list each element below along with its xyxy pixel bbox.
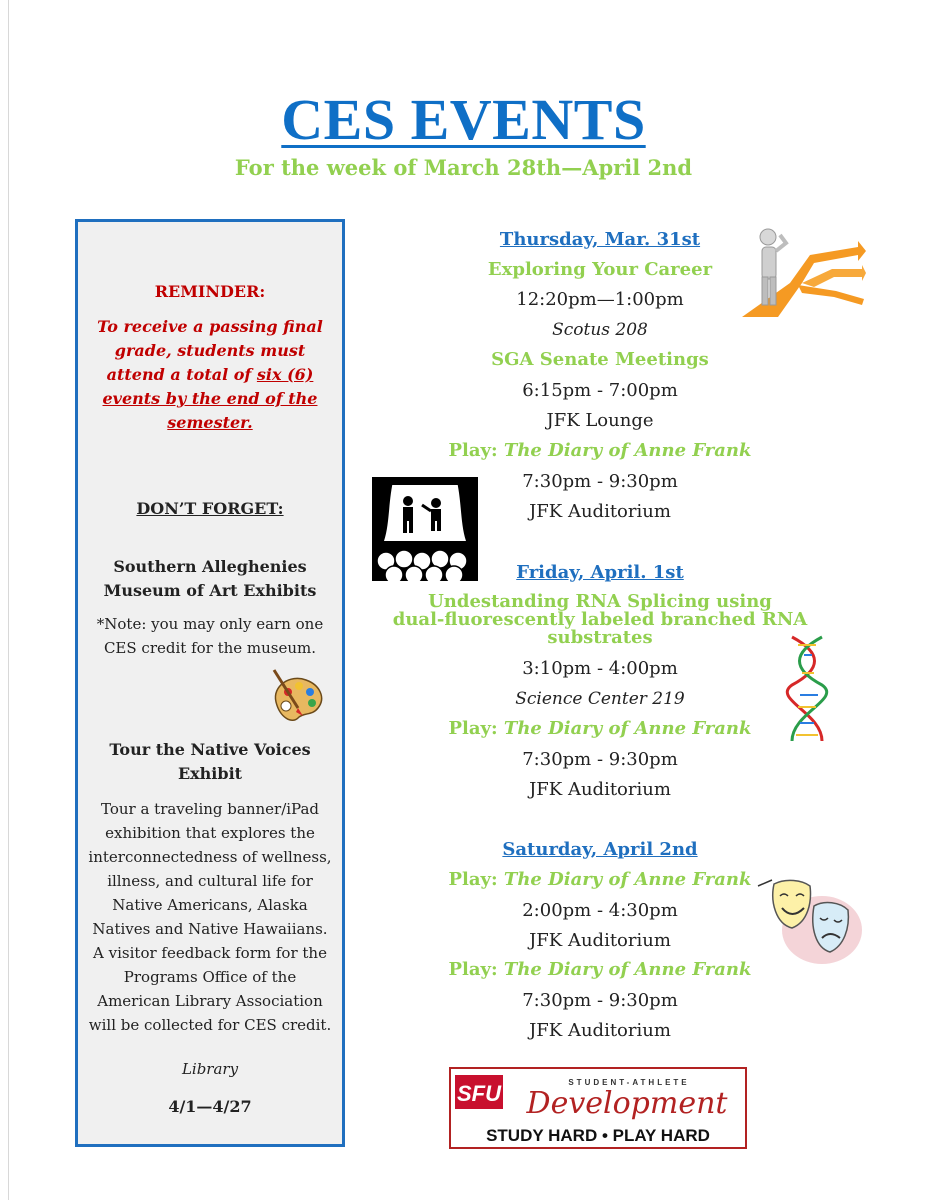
event-title-prefix: Play: — [448, 869, 504, 890]
museum-note: *Note: you may only earn one CES credit for the museum. — [96, 615, 324, 657]
event-title — [380, 718, 820, 739]
event-time: 12:20pm—1:00pm — [516, 289, 684, 310]
career-arrows-icon — [740, 225, 866, 321]
event-time: 6:15pm - 7:00pm — [522, 380, 678, 401]
event-location: JFK Auditorium — [529, 501, 671, 522]
event-title-play: The Diary of Anne Frank — [503, 869, 752, 890]
sfu-student-athlete-logo — [449, 1067, 747, 1149]
event-location: JFK Auditorium — [529, 779, 671, 800]
event-title-prefix: Play: — [448, 718, 504, 739]
event-title-line1: Undestanding RNA Splicing using — [428, 591, 772, 612]
event-location: JFK Auditorium — [529, 930, 671, 951]
event-time: 7:30pm - 9:30pm — [522, 990, 678, 1011]
event-location: JFK Auditorium — [529, 1020, 671, 1041]
event-title — [380, 440, 820, 461]
event-location: Scotus 208 — [552, 320, 648, 340]
native-voices-title: Tour the Native Voices Exhibit — [109, 740, 311, 783]
reminder-heading: REMINDER: — [154, 282, 266, 301]
sfu-logo-mark — [451, 1069, 745, 1147]
reminder-text-part2: six (6) events by the end of the semester. — [102, 365, 318, 432]
theater-stage-icon — [372, 477, 478, 581]
exhibit-dates: 4/1—4/27 — [168, 1097, 252, 1116]
event-title: Exploring Your Career — [487, 259, 713, 280]
event-time: 7:30pm - 9:30pm — [522, 471, 678, 492]
dont-forget-heading: DON’T FORGET: — [136, 499, 284, 518]
logo-tagline: STUDY HARD • PLAY HARD — [486, 1126, 710, 1145]
dna-helix-icon — [782, 633, 832, 745]
reminder-text-part1: To receive a passing final grade, students must attend a total of — [97, 317, 323, 384]
event-title-line2: dual-fluorescently labeled branched RNA — [392, 609, 808, 630]
museum-title: Southern Alleghenies Museum of Art Exhibits — [103, 557, 317, 600]
event-title-prefix: Play: — [448, 959, 504, 980]
day-heading-friday: Friday, April. 1st — [516, 562, 684, 583]
page-edge — [8, 0, 9, 1200]
event-title-play: The Diary of Anne Frank — [503, 718, 752, 739]
drama-masks-icon — [752, 872, 862, 968]
logo-mark-text: SFU — [457, 1081, 501, 1106]
exhibit-location: Library — [181, 1060, 239, 1078]
event-title: SGA Senate Meetings — [491, 349, 709, 370]
page-title: CES EVENTS — [281, 87, 646, 152]
event-title-line3: substrates — [547, 627, 653, 648]
day-heading-saturday: Saturday, April 2nd — [502, 839, 698, 860]
page-subtitle: For the week of March 28th—April 2nd — [234, 155, 693, 180]
native-voices-description: Tour a traveling banner/iPad exhibition that explores the interconnectedness of wellness, illness, and cultural life for Native Americans, Alaska Natives and Native Hawaiians. A visitor feedback form for the Programs Office of the American Library Association will be collected for CES credit. — [88, 800, 332, 1034]
event-time: 7:30pm - 9:30pm — [522, 749, 678, 770]
reminder-sidebar — [75, 219, 345, 1147]
event-title-prefix: Play: — [448, 440, 504, 461]
event-time: 2:00pm - 4:30pm — [522, 900, 678, 921]
event-location: Science Center 219 — [515, 689, 685, 709]
event-title-play: The Diary of Anne Frank — [503, 440, 752, 461]
reminder-text — [92, 315, 328, 435]
logo-top-text: STUDENT-ATHLETE — [568, 1078, 690, 1087]
event-title-play: The Diary of Anne Frank — [503, 959, 752, 980]
event-time: 3:10pm - 4:00pm — [522, 658, 678, 679]
palette-icon — [268, 668, 330, 728]
logo-script-text: Development — [526, 1086, 728, 1121]
day-heading-thursday: Thursday, Mar. 31st — [499, 229, 701, 250]
event-location: JFK Lounge — [546, 410, 654, 431]
